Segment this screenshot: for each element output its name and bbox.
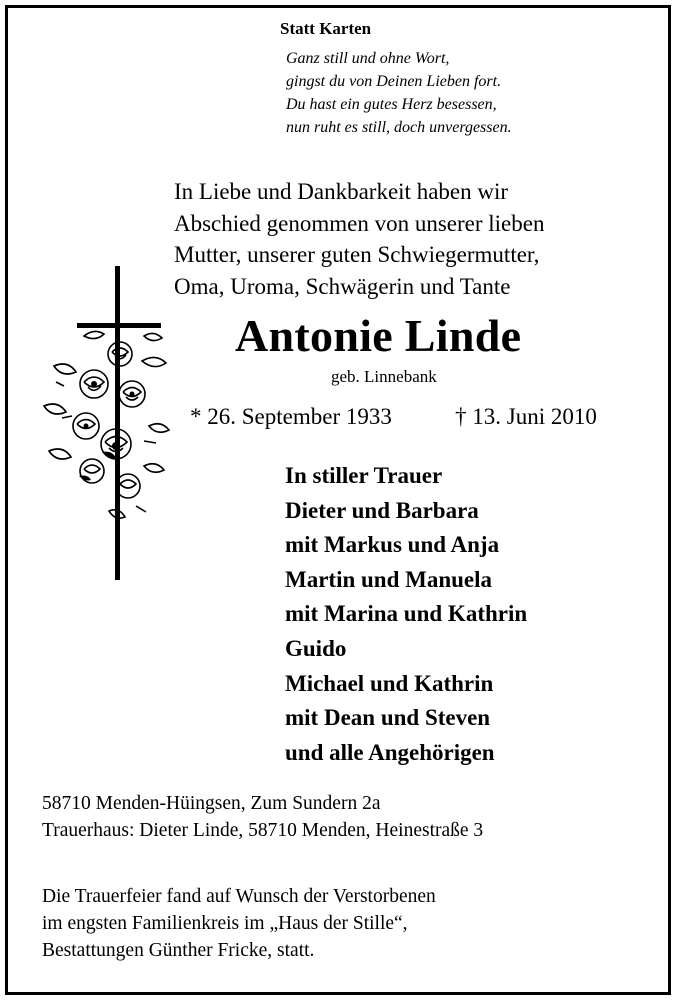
mourner-line: Michael und Kathrin: [285, 670, 494, 696]
address-line: Trauerhaus: Dieter Linde, 58710 Menden, Heinestraße 3: [42, 820, 484, 841]
mourner-line: mit Marina und Kathrin: [285, 601, 528, 627]
address-line: 58710 Menden-Hüingsen, Zum Sundern 2a: [42, 793, 381, 814]
intro-line: Mutter, unserer guten Schwiegermutter,: [174, 242, 540, 267]
poem-line: gingst du von Deinen Lieben fort.: [286, 73, 502, 90]
maiden-name: geb. Linnebank: [331, 367, 437, 386]
mourners-list: [285, 459, 527, 770]
mourner-line: In stiller Trauer: [285, 463, 443, 488]
deceased-name: Antonie Linde: [235, 310, 522, 361]
intro-line: Oma, Uroma, Schwägerin und Tante: [174, 273, 511, 299]
notice-line: Die Trauerfeier fand auf Wunsch der Verstorbenen: [42, 886, 436, 907]
poem-line: Du hast ein gutes Herz besessen,: [286, 96, 497, 113]
address-block: [42, 790, 483, 844]
death-date: † 13. Juni 2010: [455, 404, 597, 429]
poem-line: nun ruht es still, doch unvergessen.: [286, 119, 512, 136]
notice-line: im engsten Familienkreis im „Haus der Stille“,: [42, 913, 408, 934]
mourner-line: mit Dean und Steven: [285, 705, 491, 731]
poem: [286, 47, 512, 139]
mourner-line: und alle Angehörigen: [285, 739, 495, 765]
birth-date: * 26. September 1933: [190, 404, 392, 429]
intro-line: In Liebe und Dankbarkeit haben wir: [174, 179, 509, 204]
funeral-notice: [42, 883, 436, 964]
mourner-line: Dieter und Barbara: [285, 497, 479, 523]
header-statt-karten: Statt Karten: [280, 19, 372, 38]
poem-line: Ganz still und ohne Wort,: [286, 50, 450, 67]
intro-text: [174, 176, 544, 302]
mourner-line: Guido: [285, 635, 347, 661]
mourner-line: mit Markus und Anja: [285, 532, 500, 558]
cross-with-roses-icon: [24, 266, 184, 586]
intro-line: Abschied genommen von unserer lieben: [174, 210, 545, 236]
notice-line: Bestattungen Günther Fricke, statt.: [42, 940, 315, 961]
mourner-line: Martin und Manuela: [285, 566, 493, 592]
